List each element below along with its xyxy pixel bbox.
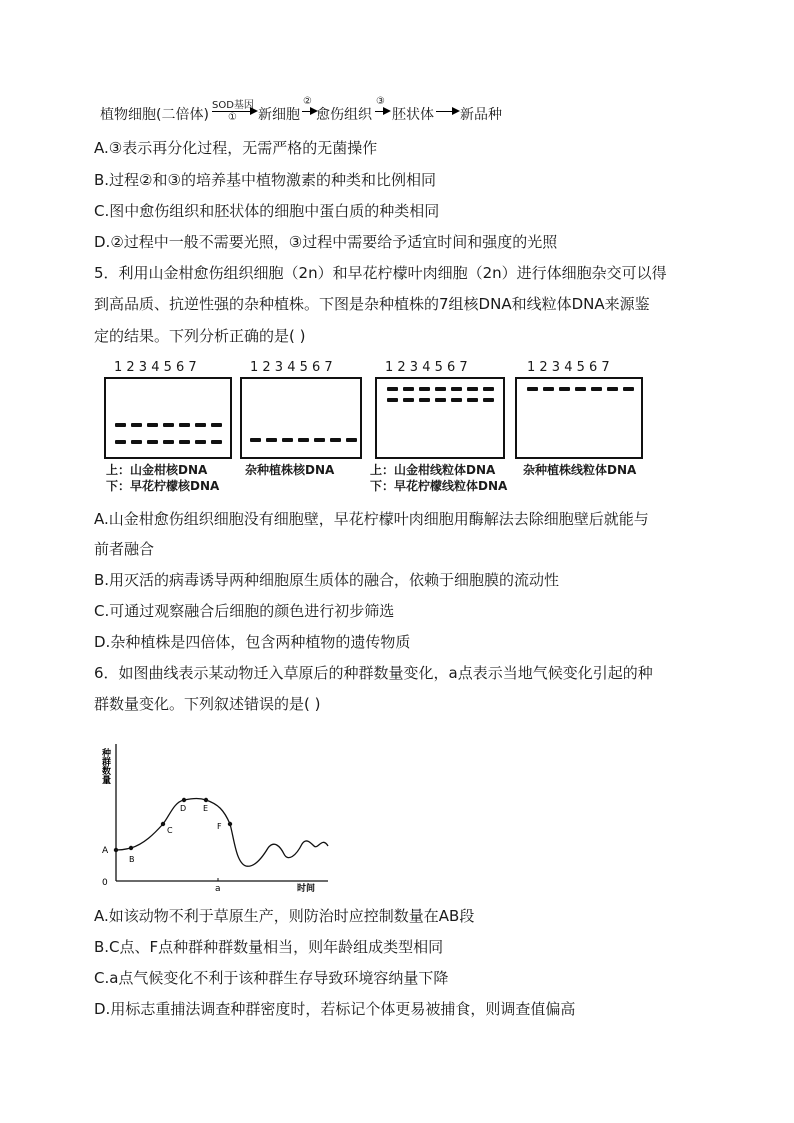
gel3-band-upper-lane5 xyxy=(451,387,462,391)
gel4-band-lane6 xyxy=(607,387,618,391)
q6-option-b: B.C点、F点种群种群数量相当，则年龄组成类型相同 xyxy=(94,938,444,956)
gel1-band-lower-lane1 xyxy=(115,440,126,444)
gel4-band-lane1 xyxy=(527,387,538,391)
gel2-lane-numbers: 1 2 3 4 5 6 7 xyxy=(250,360,333,375)
gel3-band-upper-lane2 xyxy=(403,387,414,391)
q6-stem-line-2: 群数量变化。下列叙述错误的是( ) xyxy=(94,695,321,713)
gel1-band-lower-lane2 xyxy=(131,440,142,444)
gel3-band-upper-lane4 xyxy=(435,387,446,391)
flow-arrow1-bottom-label: ① xyxy=(228,112,237,123)
gel4-lane-numbers: 1 2 3 4 5 6 7 xyxy=(527,360,610,375)
x-axis-label: 时间 xyxy=(297,884,316,894)
point-f xyxy=(228,822,232,826)
q6-option-a: A.如该动物不利于草原生产，则防治时应控制数量在AB段 xyxy=(94,907,475,925)
flow-node-new-variety: 新品种 xyxy=(460,107,502,123)
flow-start: 植物细胞(二倍体) xyxy=(100,107,209,123)
gel-3 xyxy=(375,377,505,459)
point-label-d: D xyxy=(180,804,187,813)
gel-2 xyxy=(240,377,362,459)
flow-arrow-3 xyxy=(375,111,389,112)
gel1-band-upper-lane4 xyxy=(163,423,174,427)
gel1-band-upper-lane1 xyxy=(115,423,126,427)
gel4-band-lane7 xyxy=(623,387,634,391)
y-tick-label-a: A xyxy=(102,846,109,856)
gel3-band-lower-lane3 xyxy=(419,398,430,402)
gel-1 xyxy=(104,377,232,459)
gel3-band-lower-lane7 xyxy=(483,398,494,402)
x-tick-label-a: a xyxy=(215,884,221,894)
gel3-band-upper-lane3 xyxy=(419,387,430,391)
q5-option-a-line-2: 前者融合 xyxy=(94,540,155,558)
gel3-band-upper-lane7 xyxy=(483,387,494,391)
gel3-band-lower-lane2 xyxy=(403,398,414,402)
q4-option-c: C.图中愈伤组织和胚状体的细胞中蛋白质的种类相同 xyxy=(94,202,440,220)
point-c xyxy=(161,822,165,826)
gel3-band-lower-lane5 xyxy=(451,398,462,402)
gel1-band-lower-lane5 xyxy=(179,440,190,444)
flow-node-callus: 愈伤组织 xyxy=(316,107,372,123)
point-d xyxy=(182,798,186,802)
q5-stem-line-3: 定的结果。下列分析正确的是( ) xyxy=(94,327,306,345)
gel3-caption-line-2: 下：早花柠檬线粒体DNA xyxy=(370,479,508,493)
gel4-band-lane4 xyxy=(575,387,586,391)
gel1-band-lower-lane6 xyxy=(195,440,206,444)
q4-option-d: D.②过程中一般不需要光照，③过程中需要给予适宜时间和强度的光照 xyxy=(94,233,558,251)
gel2-caption: 杂种植株核DNA xyxy=(245,463,335,477)
gel1-band-lower-lane7 xyxy=(211,440,222,444)
point-b xyxy=(129,846,133,850)
flow-node-embryoid: 胚状体 xyxy=(392,107,434,123)
gel3-band-lower-lane6 xyxy=(467,398,478,402)
y-axis-label: 种群数量 xyxy=(100,748,110,784)
gel4-band-lane2 xyxy=(543,387,554,391)
point-label-f: F xyxy=(217,822,222,831)
q5-stem-line-1: 5．利用山金柑愈伤组织细胞（2n）和早花柠檬叶肉细胞（2n）进行体细胞杂交可以得 xyxy=(94,264,667,282)
q5-stem-line-2: 到高品质、抗逆性强的杂种植株。下图是杂种植株的7组核DNA和线粒体DNA来源鉴 xyxy=(94,295,650,313)
flow-arrow3-top-label: ③ xyxy=(376,96,385,107)
gel2-band-lane5 xyxy=(314,438,325,442)
origin-label: 0 xyxy=(102,878,108,888)
q5-option-b: B.用灭活的病毒诱导两种细胞原生质体的融合，依赖于细胞膜的流动性 xyxy=(94,571,560,589)
flow-arrow2-top-label: ② xyxy=(303,96,312,107)
gel1-lane-numbers: 1 2 3 4 5 6 7 xyxy=(114,360,197,375)
population-curve-chart xyxy=(96,738,336,896)
gel3-caption-line-1: 上：山金柑线粒体DNA xyxy=(370,463,496,477)
flow-arrow-2 xyxy=(302,111,316,112)
point-label-b: B xyxy=(129,855,135,864)
gel4-band-lane3 xyxy=(559,387,570,391)
point-label-c: C xyxy=(167,826,173,835)
gel1-band-upper-lane7 xyxy=(211,423,222,427)
gel1-caption-line-1: 上：山金柑核DNA xyxy=(106,463,208,477)
gel4-band-lane5 xyxy=(591,387,602,391)
q4-option-a: A.③表示再分化过程，无需严格的无菌操作 xyxy=(94,139,378,157)
flow-arrow-4 xyxy=(436,111,458,112)
gel1-caption-line-2: 下：早花柠檬核DNA xyxy=(106,479,220,493)
q6-option-d: D.用标志重捕法调查种群密度时，若标记个体更易被捕食，则调查值偏高 xyxy=(94,1000,576,1018)
q6-stem-line-1: 6．如图曲线表示某动物迁入草原后的种群数量变化，a点表示当地气候变化引起的种 xyxy=(94,664,653,682)
gel1-band-upper-lane6 xyxy=(195,423,206,427)
q5-option-d: D.杂种植株是四倍体，包含两种植物的遗传物质 xyxy=(94,633,411,651)
gel3-band-upper-lane6 xyxy=(467,387,478,391)
gel3-band-lower-lane4 xyxy=(435,398,446,402)
population-curve xyxy=(116,799,328,867)
point-a xyxy=(114,848,118,852)
gel2-band-lane7 xyxy=(346,438,357,442)
gel2-band-lane1 xyxy=(250,438,261,442)
gel1-band-lower-lane3 xyxy=(147,440,158,444)
gel1-band-upper-lane3 xyxy=(147,423,158,427)
gel1-band-upper-lane2 xyxy=(131,423,142,427)
point-e xyxy=(204,798,208,802)
gel2-band-lane6 xyxy=(330,438,341,442)
q4-option-b: B.过程②和③的培养基中植物激素的种类和比例相同 xyxy=(94,171,436,189)
gel2-band-lane2 xyxy=(266,438,277,442)
gel3-band-upper-lane1 xyxy=(387,387,398,391)
gel3-band-lower-lane1 xyxy=(387,398,398,402)
q5-option-c: C.可通过观察融合后细胞的颜色进行初步筛选 xyxy=(94,602,395,620)
gel4-caption: 杂种植株线粒体DNA xyxy=(523,463,637,477)
flow-arrow1-top-label: SOD基因 xyxy=(212,100,254,111)
gel-4 xyxy=(515,377,643,459)
gel1-band-upper-lane5 xyxy=(179,423,190,427)
gel2-band-lane3 xyxy=(282,438,293,442)
gel2-band-lane4 xyxy=(298,438,309,442)
q6-option-c: C.a点气候变化不利于该种群生存导致环境容纳量下降 xyxy=(94,969,449,987)
gel3-lane-numbers: 1 2 3 4 5 6 7 xyxy=(385,360,468,375)
point-label-e: E xyxy=(203,804,209,813)
flow-node-new-cell: 新细胞 xyxy=(258,107,300,123)
q5-option-a-line-1: A.山金柑愈伤组织细胞没有细胞壁，早花柠檬叶肉细胞用酶解法去除细胞壁后就能与 xyxy=(94,510,649,528)
gel1-band-lower-lane4 xyxy=(163,440,174,444)
